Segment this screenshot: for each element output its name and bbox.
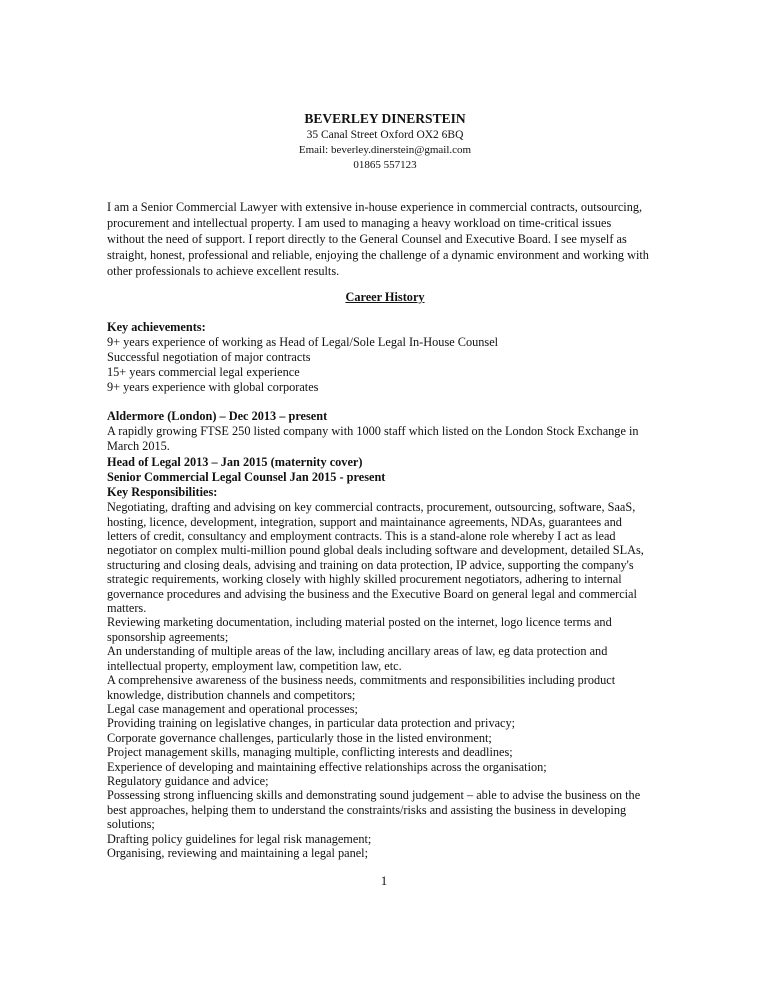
- achievement-item: Successful negotiation of major contracts: [107, 350, 311, 364]
- page-number: 1: [380, 873, 388, 888]
- summary-line: other professionals to achieve excellent results.: [107, 264, 340, 278]
- responsibility-line: Experience of developing and maintaining effective relationships across the organisation;: [107, 759, 547, 774]
- responsibility-line: structuring and closing deals, advising and training on data protection, IP advice, supporting the company's: [107, 557, 634, 572]
- role-title: Senior Commercial Legal Counsel Jan 2015 - present: [107, 469, 386, 484]
- responsibility-line: Possessing strong influencing skills and demonstrating sound judgement – able to advise the business on the: [107, 788, 641, 803]
- responsibility-line: Project management skills, managing multiple, conflicting interests and deadlines;: [107, 745, 513, 760]
- key-achievements: [107, 320, 667, 395]
- career-history-heading: Career History: [345, 290, 425, 304]
- summary-line: I am a Senior Commercial Lawyer with extensive in-house experience in commercial contracts, outsourcing,: [107, 200, 643, 214]
- email: Email: beverley.dinerstein@gmail.com: [298, 144, 472, 156]
- responsibility-line: Reviewing marketing documentation, including material posted on the internet, logo licence terms and: [107, 615, 612, 630]
- summary-line: without the need of support. I report directly to the General Counsel and Executive Board. I see myself as: [107, 232, 627, 246]
- responsibilities-list: [107, 500, 667, 860]
- responsibility-line: Organising, reviewing and maintaining a legal panel;: [107, 845, 369, 860]
- responsibility-line: solutions;: [107, 817, 155, 832]
- responsibility-line: knowledge, distribution channels and competitors;: [107, 687, 356, 702]
- job-entry: [107, 409, 667, 860]
- summary-paragraph: [107, 199, 667, 279]
- responsibility-line: sponsorship agreements;: [107, 629, 229, 644]
- responsibility-line: An understanding of multiple areas of the law, including ancillary areas of law, eg data protection and: [107, 644, 608, 659]
- responsibility-line: Providing training on legislative changes, in particular data protection and privacy;: [107, 716, 516, 731]
- achievement-item: 9+ years experience of working as Head of Legal/Sole Legal In-House Counsel: [107, 335, 499, 349]
- job-description-line: A rapidly growing FTSE 250 listed company with 1000 staff which listed on the London Stock Exchange in: [107, 424, 639, 439]
- responsibility-line: matters.: [107, 601, 147, 616]
- responsibility-line: Drafting policy guidelines for legal risk management;: [107, 831, 372, 846]
- responsibility-line: A comprehensive awareness of the business needs, commitments and responsibilities including product: [107, 673, 616, 688]
- responsibility-line: letters of credit, consultancy and employment contracts. This is a stand-alone role whereby I act as lead: [107, 529, 616, 544]
- responsibility-line: Legal case management and operational processes;: [107, 701, 358, 716]
- responsibility-line: intellectual property, employment law, competition law, etc.: [107, 658, 402, 673]
- employer: Aldermore (London) – Dec 2013 – present: [107, 409, 328, 423]
- contact-header: [185, 110, 585, 173]
- responsibility-line: governance procedures and advising the business and the Executive Board on general legal and commercial: [107, 586, 637, 601]
- summary-line: procurement and intellectual property. I am used to managing a heavy workload on time-critical issues: [107, 216, 612, 230]
- achievement-item: 15+ years commercial legal experience: [107, 365, 300, 379]
- achievement-item: 9+ years experience with global corporates: [107, 380, 319, 394]
- responsibilities-heading: Key Responsibilities:: [107, 485, 218, 500]
- achievements-heading: Key achievements:: [107, 320, 206, 334]
- responsibility-line: Regulatory guidance and advice;: [107, 773, 269, 788]
- responsibility-line: Corporate governance challenges, particularly those in the listed environment;: [107, 730, 492, 745]
- role-title: Head of Legal 2013 – Jan 2015 (maternity cover): [107, 454, 363, 469]
- phone: 01865 557123: [353, 159, 417, 171]
- candidate-name: BEVERLEY DINERSTEIN: [304, 111, 466, 126]
- responsibility-line: best approaches, helping them to understand the constraints/risks and assisting the business in developing: [107, 802, 627, 817]
- responsibility-line: hosting, licence, development, integration, support and maintainance agreements, NDAs, guarantees and: [107, 514, 622, 529]
- responsibility-line: strategic requirements, working closely with highly skilled procurement negotiators, adhering to internal: [107, 572, 622, 587]
- job-description-line: March 2015.: [107, 439, 170, 454]
- responsibility-line: negotiator on complex multi-million pound global deals including software and development, detailed SLAs,: [107, 543, 644, 558]
- summary-line: straight, honest, professional and reliable, enjoying the challenge of a dynamic environment and working with: [107, 248, 649, 262]
- address: 35 Canal Street Oxford OX2 6BQ: [306, 129, 464, 141]
- responsibility-line: Negotiating, drafting and advising on key commercial contracts, procurement, outsourcing, software, SaaS,: [107, 500, 636, 515]
